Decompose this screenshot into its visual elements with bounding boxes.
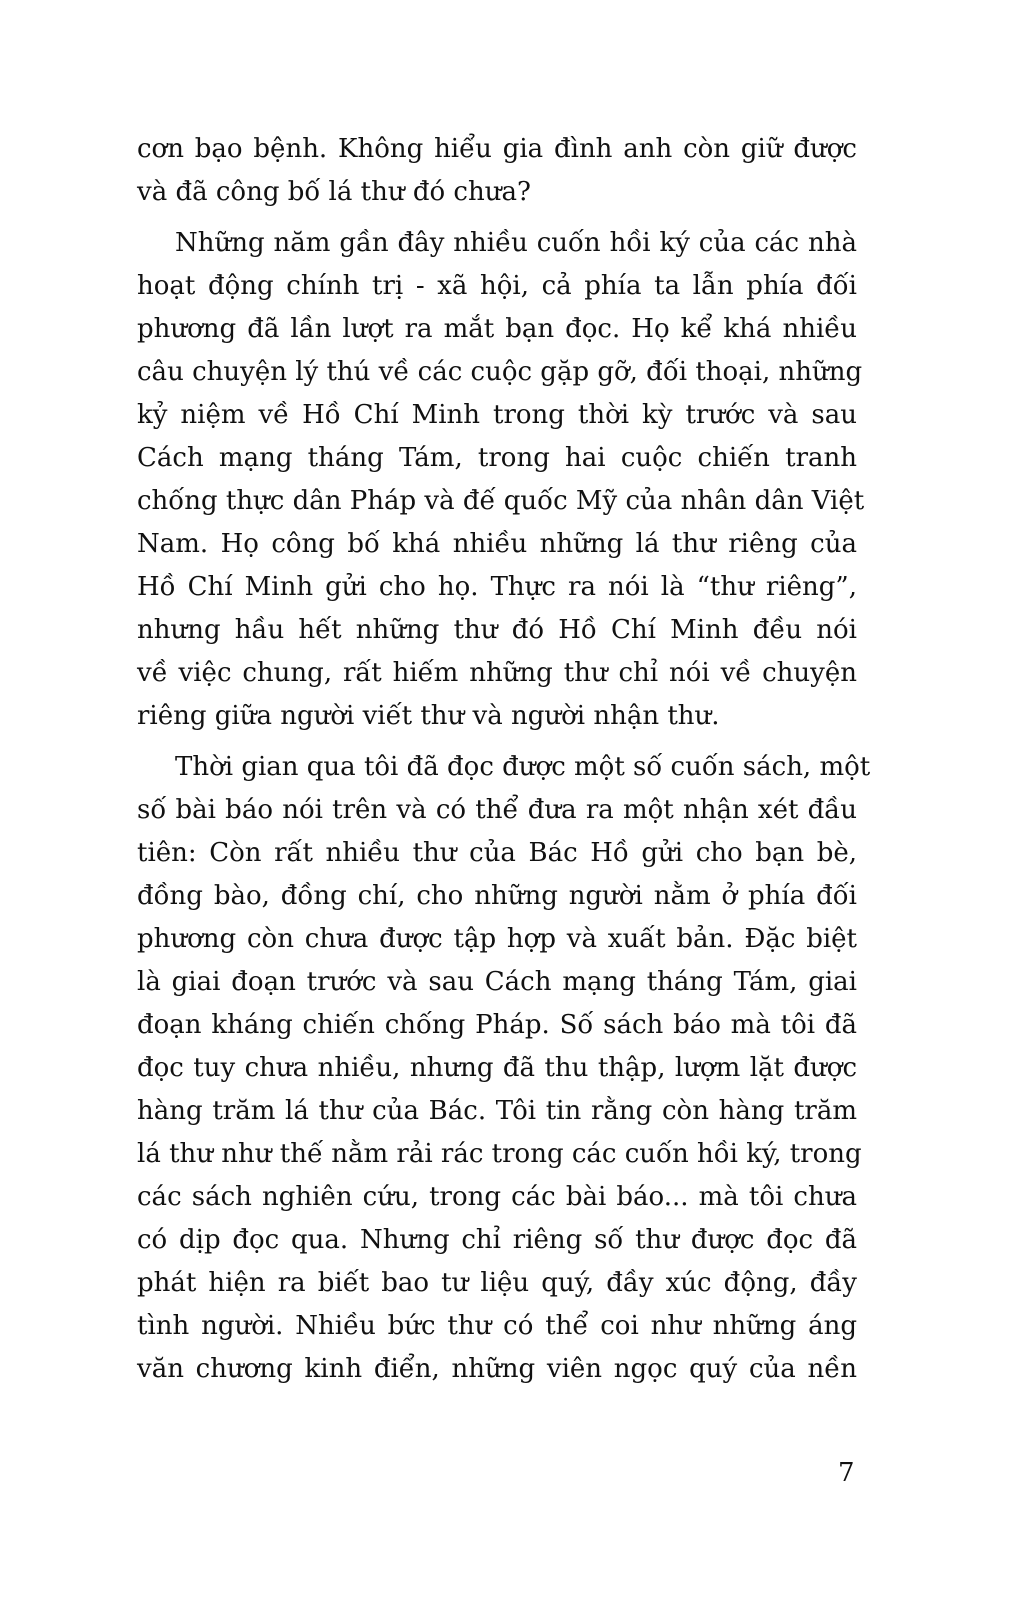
text-line: câu chuyện lý thú về các cuộc gặp gỡ, đối thoại, những	[137, 357, 863, 387]
text-line: đồng bào, đồng chí, cho những người nằm ở phía đối	[137, 881, 857, 911]
text-line: Nam. Họ công bố khá nhiều những lá thư riêng của	[137, 529, 857, 559]
text-line: hàng trăm lá thư của Bác. Tôi tin rằng còn hàng trăm	[137, 1096, 857, 1126]
text-line: đoạn kháng chiến chống Pháp. Số sách báo mà tôi đã	[137, 1010, 857, 1040]
text-line: số bài báo nói trên và có thể đưa ra một nhận xét đầu	[137, 795, 857, 825]
text-line: kỷ niệm về Hồ Chí Minh trong thời kỳ trước và sau	[137, 400, 857, 430]
text-line: phát hiện ra biết bao tư liệu quý, đầy xúc động, đầy	[137, 1268, 857, 1298]
text-line: phương đã lần lượt ra mắt bạn đọc. Họ kể khá nhiều	[137, 314, 857, 344]
text-line: phương còn chưa được tập hợp và xuất bản. Đặc biệt	[137, 924, 857, 954]
text-line: Hồ Chí Minh gửi cho họ. Thực ra nói là “thư riêng”,	[137, 572, 857, 602]
text-line: tiên: Còn rất nhiều thư của Bác Hồ gửi cho bạn bè,	[137, 838, 857, 868]
paragraph-3	[137, 746, 871, 1391]
text-line: chống thực dân Pháp và đế quốc Mỹ của nhân dân Việt	[137, 486, 865, 516]
text-line: tình người. Nhiều bức thư có thể coi như những áng	[137, 1311, 857, 1341]
text-line: các sách nghiên cứu, trong các bài báo... mà tôi chưa	[137, 1182, 857, 1212]
page-body-text	[137, 128, 871, 1399]
text-line: hoạt động chính trị - xã hội, cả phía ta lẫn phía đối	[137, 271, 857, 301]
text-line: nhưng hầu hết những thư đó Hồ Chí Minh đều nói	[137, 615, 857, 645]
text-line: Những năm gần đây nhiều cuốn hồi ký của các nhà	[175, 228, 857, 258]
paragraph-1	[137, 128, 857, 214]
text-line: đọc tuy chưa nhiều, nhưng đã thu thập, lượm lặt được	[137, 1053, 857, 1083]
text-line: và đã công bố lá thư đó chưa?	[137, 177, 531, 207]
text-line: cơn bạo bệnh. Không hiểu gia đình anh còn giữ được	[137, 134, 857, 164]
text-line: riêng giữa người viết thư và người nhận thư.	[137, 701, 720, 731]
paragraph-2	[137, 222, 865, 738]
page-number: 7	[838, 1458, 855, 1488]
text-line: Thời gian qua tôi đã đọc được một số cuốn sách, một	[175, 752, 871, 782]
text-line: Cách mạng tháng Tám, trong hai cuộc chiến tranh	[137, 443, 857, 473]
text-line: văn chương kinh điển, những viên ngọc quý của nền	[137, 1354, 857, 1384]
text-line: về việc chung, rất hiếm những thư chỉ nói về chuyện	[137, 658, 857, 688]
text-line: là giai đoạn trước và sau Cách mạng tháng Tám, giai	[137, 967, 857, 997]
text-line: lá thư như thế nằm rải rác trong các cuốn hồi ký, trong	[137, 1139, 862, 1169]
text-line: có dịp đọc qua. Nhưng chỉ riêng số thư được đọc đã	[137, 1225, 857, 1255]
